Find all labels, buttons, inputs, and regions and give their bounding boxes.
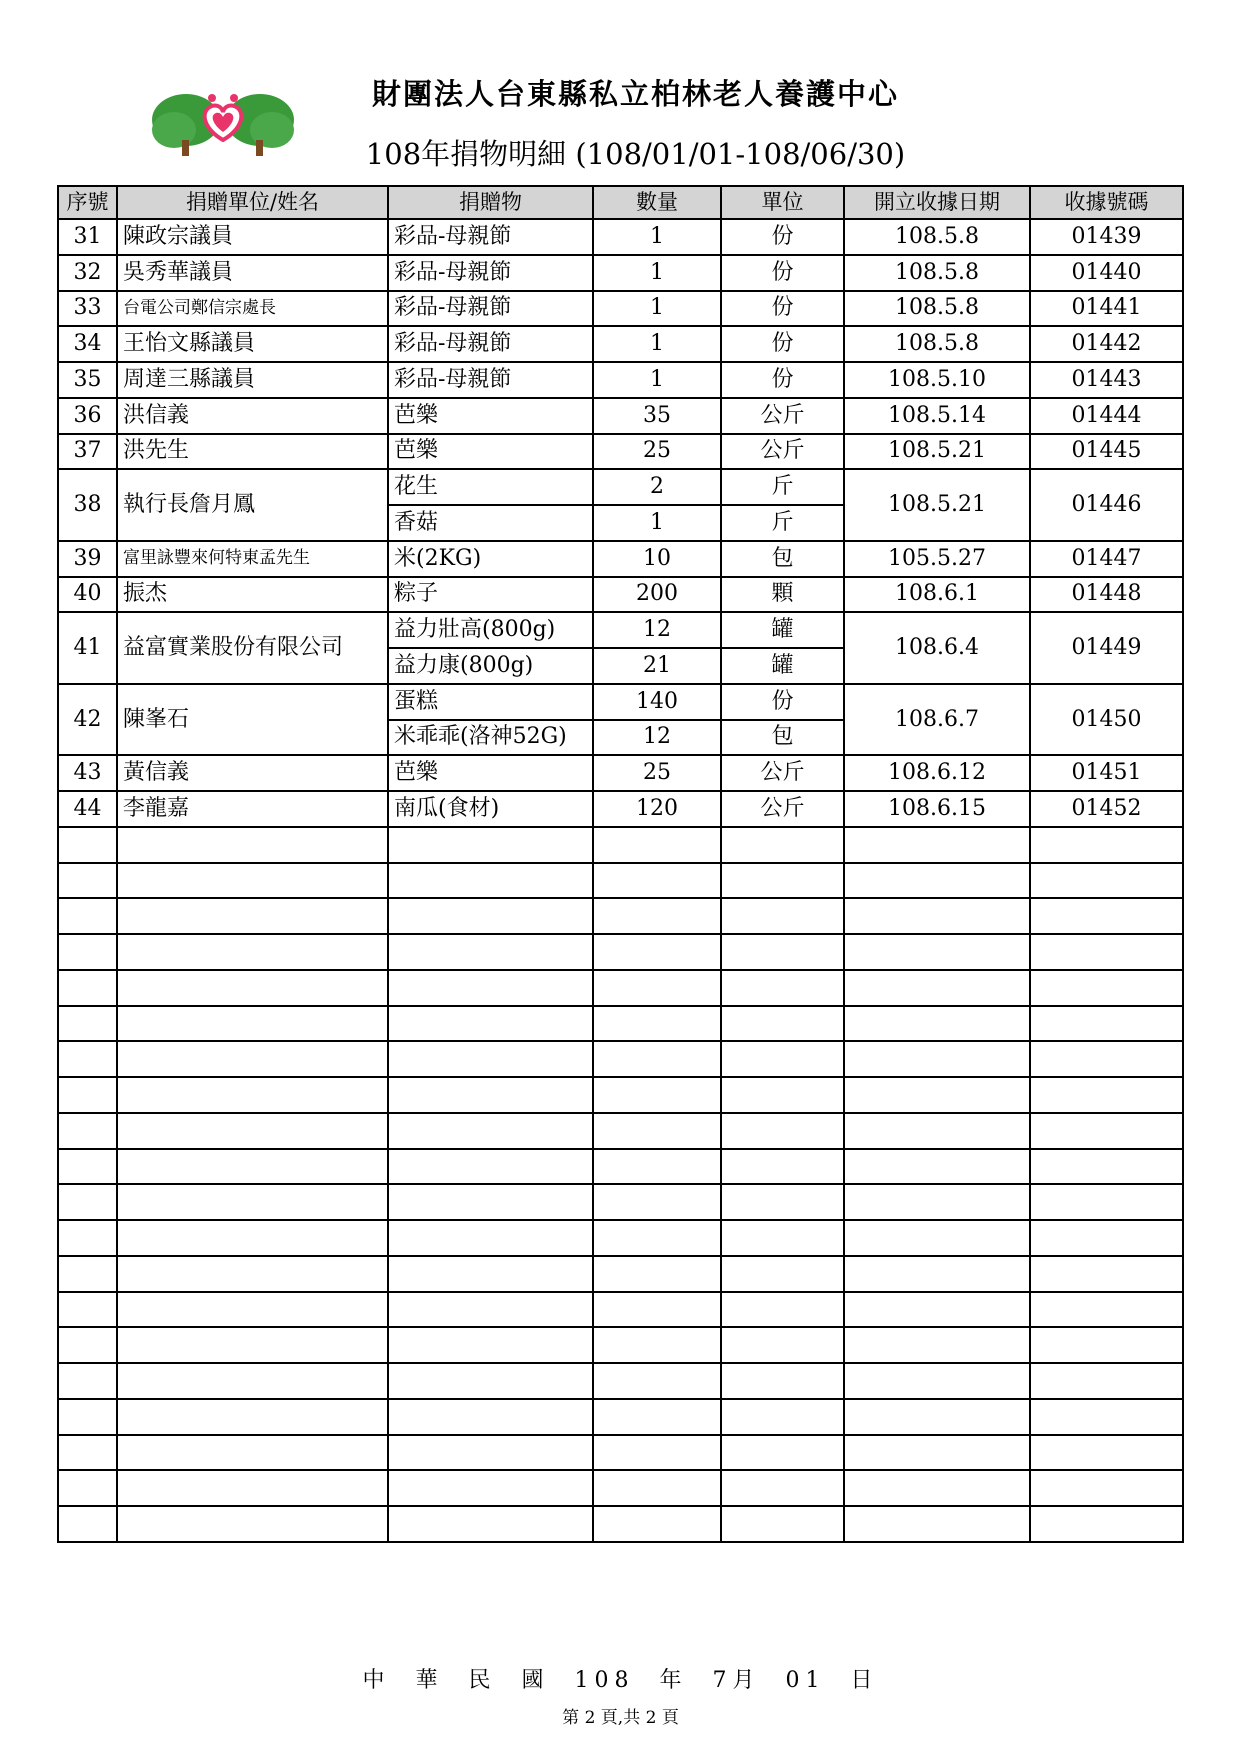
receipt-number-cell: 01445 <box>1030 434 1183 470</box>
empty-table-row <box>58 1327 1183 1363</box>
donor-cell: 洪信義 <box>117 398 388 434</box>
empty-cell <box>58 1399 117 1435</box>
quantity-cell: 25 <box>593 755 721 791</box>
empty-cell <box>1030 1327 1183 1363</box>
empty-cell <box>593 1506 721 1542</box>
empty-cell <box>58 1041 117 1077</box>
donor-cell: 吳秀華議員 <box>117 255 388 291</box>
empty-cell <box>58 1184 117 1220</box>
column-header: 捐贈單位/姓名 <box>117 186 388 219</box>
empty-cell <box>1030 1256 1183 1292</box>
column-header: 開立收據日期 <box>844 186 1030 219</box>
empty-cell <box>388 1006 593 1042</box>
empty-cell <box>721 827 844 863</box>
empty-cell <box>1030 827 1183 863</box>
item-cell: 彩品-母親節 <box>388 362 593 398</box>
empty-table-row <box>58 1113 1183 1149</box>
empty-cell <box>593 898 721 934</box>
empty-cell <box>844 1184 1030 1220</box>
table-row <box>58 469 1183 505</box>
unit-cell: 份 <box>721 219 844 255</box>
unit-cell: 份 <box>721 291 844 327</box>
empty-cell <box>721 970 844 1006</box>
serial-number-cell: 36 <box>58 398 117 434</box>
empty-cell <box>117 1399 388 1435</box>
empty-cell <box>117 827 388 863</box>
issue-date: 中 華 民 國 108 年 7月 01 日 <box>362 1668 879 1693</box>
empty-cell <box>117 1327 388 1363</box>
serial-number-cell: 42 <box>58 684 117 756</box>
empty-cell <box>844 1113 1030 1149</box>
unit-cell: 罐 <box>721 648 844 684</box>
unit-cell: 公斤 <box>721 755 844 791</box>
empty-cell <box>117 863 388 899</box>
empty-table-row <box>58 1006 1183 1042</box>
empty-cell <box>58 863 117 899</box>
empty-cell <box>721 1256 844 1292</box>
receipt-date-cell: 108.5.14 <box>844 398 1030 434</box>
empty-cell <box>593 1470 721 1506</box>
quantity-cell: 1 <box>593 326 721 362</box>
empty-cell <box>1030 1041 1183 1077</box>
donor-cell: 周達三縣議員 <box>117 362 388 398</box>
empty-table-row <box>58 1470 1183 1506</box>
receipt-date-cell: 108.6.4 <box>844 612 1030 684</box>
receipt-number-cell: 01452 <box>1030 791 1183 827</box>
empty-cell <box>117 1470 388 1506</box>
unit-cell: 斤 <box>721 469 844 505</box>
empty-cell <box>117 1220 388 1256</box>
empty-cell <box>844 1470 1030 1506</box>
receipt-date-cell: 105.5.27 <box>844 541 1030 577</box>
empty-cell <box>58 898 117 934</box>
serial-number-cell: 38 <box>58 469 117 541</box>
item-cell: 益力康(800g) <box>388 648 593 684</box>
item-cell: 南瓜(食材) <box>388 791 593 827</box>
empty-table-row <box>58 1184 1183 1220</box>
quantity-cell: 1 <box>593 255 721 291</box>
receipt-date-cell: 108.6.12 <box>844 755 1030 791</box>
quantity-cell: 120 <box>593 791 721 827</box>
receipt-number-cell: 01446 <box>1030 469 1183 541</box>
empty-cell <box>1030 863 1183 899</box>
empty-cell <box>721 1077 844 1113</box>
empty-cell <box>117 1077 388 1113</box>
donor-cell: 陳峯石 <box>117 684 388 756</box>
donor-cell: 富里詠豐來何特東孟先生 <box>117 541 388 577</box>
empty-cell <box>58 970 117 1006</box>
empty-table-row <box>58 1077 1183 1113</box>
empty-cell <box>721 1041 844 1077</box>
empty-cell <box>117 1184 388 1220</box>
empty-table-row <box>58 898 1183 934</box>
empty-cell <box>844 898 1030 934</box>
unit-cell: 包 <box>721 720 844 756</box>
empty-cell <box>117 1041 388 1077</box>
receipt-date-cell: 108.5.8 <box>844 291 1030 327</box>
receipt-number-cell: 01447 <box>1030 541 1183 577</box>
table-row <box>58 577 1183 613</box>
empty-cell <box>844 1506 1030 1542</box>
empty-cell <box>593 970 721 1006</box>
empty-cell <box>844 1220 1030 1256</box>
donor-cell: 李龍嘉 <box>117 791 388 827</box>
empty-cell <box>721 1435 844 1471</box>
serial-number-cell: 39 <box>58 541 117 577</box>
empty-cell <box>593 1113 721 1149</box>
empty-cell <box>388 1292 593 1328</box>
quantity-cell: 1 <box>593 291 721 327</box>
quantity-cell: 25 <box>593 434 721 470</box>
empty-cell <box>1030 1292 1183 1328</box>
receipt-number-cell: 01449 <box>1030 612 1183 684</box>
empty-cell <box>117 1256 388 1292</box>
empty-cell <box>388 863 593 899</box>
empty-cell <box>721 1220 844 1256</box>
empty-table-row <box>58 1149 1183 1185</box>
empty-cell <box>58 1363 117 1399</box>
empty-table-row <box>58 1506 1183 1542</box>
receipt-date-cell: 108.5.21 <box>844 434 1030 470</box>
donor-cell: 陳政宗議員 <box>117 219 388 255</box>
receipt-number-cell: 01448 <box>1030 577 1183 613</box>
serial-number-cell: 44 <box>58 791 117 827</box>
empty-cell <box>117 1435 388 1471</box>
empty-cell <box>721 1006 844 1042</box>
item-cell: 益力壯高(800g) <box>388 612 593 648</box>
empty-cell <box>721 1363 844 1399</box>
empty-cell <box>844 1149 1030 1185</box>
quantity-cell: 35 <box>593 398 721 434</box>
quantity-cell: 12 <box>593 720 721 756</box>
item-cell: 花生 <box>388 469 593 505</box>
empty-cell <box>721 1399 844 1435</box>
donor-cell: 益富實業股份有限公司 <box>117 612 388 684</box>
empty-cell <box>1030 1077 1183 1113</box>
empty-cell <box>1030 1184 1183 1220</box>
empty-cell <box>593 1041 721 1077</box>
empty-cell <box>844 1399 1030 1435</box>
item-cell: 米(2KG) <box>388 541 593 577</box>
empty-cell <box>388 1256 593 1292</box>
empty-cell <box>844 1292 1030 1328</box>
empty-cell <box>388 1184 593 1220</box>
empty-cell <box>721 1292 844 1328</box>
serial-number-cell: 37 <box>58 434 117 470</box>
receipt-number-cell: 01439 <box>1030 219 1183 255</box>
table-row <box>58 326 1183 362</box>
empty-cell <box>388 898 593 934</box>
empty-cell <box>58 1113 117 1149</box>
item-cell: 蛋糕 <box>388 684 593 720</box>
empty-cell <box>593 1256 721 1292</box>
receipt-number-cell: 01451 <box>1030 755 1183 791</box>
serial-number-cell: 35 <box>58 362 117 398</box>
empty-table-row <box>58 1363 1183 1399</box>
empty-cell <box>1030 1113 1183 1149</box>
serial-number-cell: 33 <box>58 291 117 327</box>
empty-cell <box>1030 1363 1183 1399</box>
empty-cell <box>593 934 721 970</box>
receipt-number-cell: 01443 <box>1030 362 1183 398</box>
empty-cell <box>844 1006 1030 1042</box>
item-cell: 彩品-母親節 <box>388 291 593 327</box>
donor-cell: 執行長詹月鳳 <box>117 469 388 541</box>
item-cell: 彩品-母親節 <box>388 219 593 255</box>
empty-cell <box>388 1363 593 1399</box>
table-body <box>58 219 1183 1542</box>
empty-cell <box>844 1363 1030 1399</box>
empty-cell <box>117 1006 388 1042</box>
empty-cell <box>117 1506 388 1542</box>
empty-cell <box>593 1435 721 1471</box>
empty-cell <box>721 1506 844 1542</box>
empty-cell <box>593 1363 721 1399</box>
empty-cell <box>721 1184 844 1220</box>
empty-table-row <box>58 1435 1183 1471</box>
serial-number-cell: 31 <box>58 219 117 255</box>
receipt-date-cell: 108.5.21 <box>844 469 1030 541</box>
table-row <box>58 291 1183 327</box>
table-row <box>58 541 1183 577</box>
empty-cell <box>721 898 844 934</box>
unit-cell: 罐 <box>721 612 844 648</box>
empty-cell <box>58 1256 117 1292</box>
donor-cell: 洪先生 <box>117 434 388 470</box>
quantity-cell: 1 <box>593 219 721 255</box>
empty-cell <box>721 934 844 970</box>
empty-table-row <box>58 863 1183 899</box>
item-cell: 粽子 <box>388 577 593 613</box>
empty-cell <box>844 934 1030 970</box>
empty-cell <box>1030 1506 1183 1542</box>
empty-cell <box>117 1292 388 1328</box>
table-row <box>58 791 1183 827</box>
empty-cell <box>593 863 721 899</box>
unit-cell: 顆 <box>721 577 844 613</box>
empty-cell <box>593 1327 721 1363</box>
unit-cell: 份 <box>721 255 844 291</box>
item-cell: 彩品-母親節 <box>388 255 593 291</box>
empty-cell <box>388 1399 593 1435</box>
quantity-cell: 2 <box>593 469 721 505</box>
empty-cell <box>1030 1220 1183 1256</box>
empty-cell <box>117 970 388 1006</box>
empty-cell <box>593 1077 721 1113</box>
unit-cell: 份 <box>721 362 844 398</box>
empty-cell <box>593 1149 721 1185</box>
empty-table-row <box>58 1220 1183 1256</box>
receipt-number-cell: 01441 <box>1030 291 1183 327</box>
empty-cell <box>593 827 721 863</box>
donor-cell: 王怡文縣議員 <box>117 326 388 362</box>
empty-cell <box>388 1149 593 1185</box>
receipt-number-cell: 01442 <box>1030 326 1183 362</box>
empty-cell <box>593 1399 721 1435</box>
column-header: 數量 <box>593 186 721 219</box>
empty-cell <box>721 1327 844 1363</box>
empty-cell <box>388 1435 593 1471</box>
receipt-date-cell: 108.5.8 <box>844 326 1030 362</box>
table-row <box>58 755 1183 791</box>
empty-cell <box>593 1220 721 1256</box>
receipt-number-cell: 01440 <box>1030 255 1183 291</box>
column-header: 收據號碼 <box>1030 186 1183 219</box>
table-header-row <box>58 186 1183 219</box>
table-row <box>58 398 1183 434</box>
donation-table <box>57 185 1184 1543</box>
receipt-date-cell: 108.5.8 <box>844 219 1030 255</box>
empty-cell <box>721 1470 844 1506</box>
empty-cell <box>388 1113 593 1149</box>
item-cell: 芭樂 <box>388 434 593 470</box>
receipt-date-cell: 108.6.1 <box>844 577 1030 613</box>
unit-cell: 斤 <box>721 505 844 541</box>
donor-cell: 台電公司鄭信宗處長 <box>117 291 388 327</box>
quantity-cell: 1 <box>593 505 721 541</box>
column-header: 序號 <box>58 186 117 219</box>
empty-cell <box>58 1149 117 1185</box>
unit-cell: 公斤 <box>721 434 844 470</box>
empty-cell <box>721 1113 844 1149</box>
empty-table-row <box>58 1041 1183 1077</box>
empty-cell <box>58 1435 117 1471</box>
receipt-date-cell: 108.5.8 <box>844 255 1030 291</box>
organization-name: 財團法人台東縣私立柏林老人養護中心 <box>371 77 899 111</box>
empty-cell <box>1030 934 1183 970</box>
donor-cell: 黃信義 <box>117 755 388 791</box>
empty-cell <box>117 1113 388 1149</box>
empty-cell <box>593 1006 721 1042</box>
document-title: 108年捐物明細 (108/01/01-108/06/30) <box>365 137 906 171</box>
empty-cell <box>117 934 388 970</box>
unit-cell: 公斤 <box>721 791 844 827</box>
unit-cell: 份 <box>721 684 844 720</box>
empty-cell <box>593 1292 721 1328</box>
empty-cell <box>1030 1435 1183 1471</box>
empty-table-row <box>58 1399 1183 1435</box>
empty-cell <box>117 1149 388 1185</box>
empty-cell <box>844 970 1030 1006</box>
empty-cell <box>58 934 117 970</box>
unit-cell: 份 <box>721 326 844 362</box>
table-row <box>58 255 1183 291</box>
empty-cell <box>1030 970 1183 1006</box>
empty-cell <box>844 1435 1030 1471</box>
empty-cell <box>58 1006 117 1042</box>
quantity-cell: 21 <box>593 648 721 684</box>
empty-cell <box>58 1077 117 1113</box>
empty-table-row <box>58 827 1183 863</box>
empty-cell <box>1030 1399 1183 1435</box>
receipt-date-cell: 108.6.15 <box>844 791 1030 827</box>
empty-cell <box>58 1470 117 1506</box>
empty-cell <box>58 1292 117 1328</box>
page-number: 第 2 頁,共 2 頁 <box>562 1708 679 1728</box>
empty-cell <box>844 827 1030 863</box>
table-row <box>58 434 1183 470</box>
empty-cell <box>388 1220 593 1256</box>
quantity-cell: 200 <box>593 577 721 613</box>
empty-cell <box>388 1077 593 1113</box>
empty-cell <box>58 1327 117 1363</box>
empty-cell <box>1030 1006 1183 1042</box>
empty-table-row <box>58 1292 1183 1328</box>
empty-cell <box>58 1220 117 1256</box>
serial-number-cell: 40 <box>58 577 117 613</box>
empty-cell <box>844 1327 1030 1363</box>
empty-cell <box>721 863 844 899</box>
quantity-cell: 10 <box>593 541 721 577</box>
table-row <box>58 362 1183 398</box>
empty-cell <box>388 1327 593 1363</box>
item-cell: 芭樂 <box>388 398 593 434</box>
serial-number-cell: 43 <box>58 755 117 791</box>
receipt-number-cell: 01450 <box>1030 684 1183 756</box>
empty-cell <box>844 863 1030 899</box>
item-cell: 香菇 <box>388 505 593 541</box>
receipt-date-cell: 108.6.7 <box>844 684 1030 756</box>
serial-number-cell: 41 <box>58 612 117 684</box>
empty-cell <box>117 898 388 934</box>
column-header: 單位 <box>721 186 844 219</box>
empty-cell <box>721 1149 844 1185</box>
item-cell: 米乖乖(洛神52G) <box>388 720 593 756</box>
empty-cell <box>1030 1470 1183 1506</box>
empty-cell <box>844 1041 1030 1077</box>
empty-cell <box>388 970 593 1006</box>
empty-cell <box>117 1363 388 1399</box>
table-row <box>58 684 1183 720</box>
table-row <box>58 219 1183 255</box>
item-cell: 芭樂 <box>388 755 593 791</box>
empty-cell <box>844 1256 1030 1292</box>
empty-cell <box>388 1470 593 1506</box>
empty-cell <box>844 1077 1030 1113</box>
quantity-cell: 12 <box>593 612 721 648</box>
empty-table-row <box>58 970 1183 1006</box>
table-row <box>58 612 1183 648</box>
serial-number-cell: 34 <box>58 326 117 362</box>
empty-cell <box>58 1506 117 1542</box>
donor-cell: 振杰 <box>117 577 388 613</box>
unit-cell: 包 <box>721 541 844 577</box>
empty-cell <box>58 827 117 863</box>
serial-number-cell: 32 <box>58 255 117 291</box>
empty-cell <box>388 1041 593 1077</box>
empty-cell <box>593 1184 721 1220</box>
empty-table-row <box>58 934 1183 970</box>
receipt-number-cell: 01444 <box>1030 398 1183 434</box>
column-header: 捐贈物 <box>388 186 593 219</box>
receipt-date-cell: 108.5.10 <box>844 362 1030 398</box>
empty-cell <box>1030 898 1183 934</box>
unit-cell: 公斤 <box>721 398 844 434</box>
quantity-cell: 140 <box>593 684 721 720</box>
empty-cell <box>388 1506 593 1542</box>
empty-cell <box>388 827 593 863</box>
quantity-cell: 1 <box>593 362 721 398</box>
empty-cell <box>388 934 593 970</box>
empty-cell <box>1030 1149 1183 1185</box>
empty-table-row <box>58 1256 1183 1292</box>
item-cell: 彩品-母親節 <box>388 326 593 362</box>
